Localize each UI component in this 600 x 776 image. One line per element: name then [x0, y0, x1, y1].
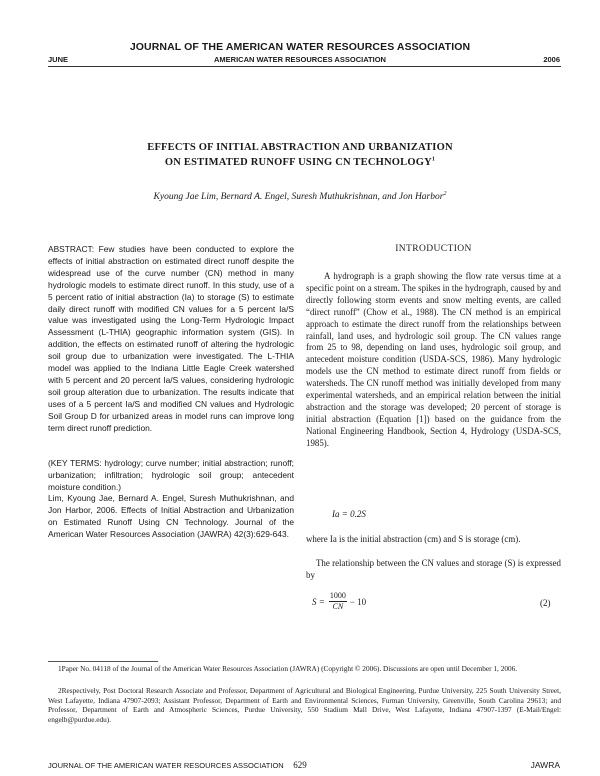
footnote-1: 1Paper No. 04118 of the Journal of the American Water Resources Association (JAWRA) (Copyright © 2006). Discussions are open until December 1, 2006.	[58, 664, 518, 673]
header-rule	[48, 66, 561, 67]
intro-paragraph: A hydrograph is a graph showing the flow rate versus time at a specific point on a stream. The spikes in the hydrograph, caused by and directly following storm events and snow melting events, are called “direct runoff” (Chow et al., 1988). The CN method is an empirical approach to estimate the direct runoff from the relationships between rainfall, land uses, and hydrologic soil group. The CN values range from 25 to 98, depending on land uses, hydrologic soil group, and antecedent moisture condition (USDA-SCS, 1986). Many hydrologic models use the CN method to estimate direct runoff from fields or watersheds. The CN runoff method was initially developed from many experimental watersheds, and an empirical relation between the initial abstraction and the storage was developed; 20 percent of storage is initial abstraction (Equation [1]) based on the guidance from the National Engineering Handbook, Section 4, Hydrology (USDA-SCS, 1985).	[306, 271, 561, 448]
citation: Lim, Kyoung Jae, Bernard A. Engel, Suresh Muthukrishnan, and Jon Harbor, 2006. Effects of Initial Abstraction and Urbanization on Estimated Runoff Using CN Technology. Journal of the American Water Resources Association (JAWRA) 42(3):629-643.	[48, 493, 294, 539]
equation-2-rhs: − 10	[349, 596, 367, 607]
equation-2	[312, 591, 366, 612]
footnote-rule	[48, 661, 158, 662]
relationship-text: The relationship between the CN values and storage (S) is expressed by	[306, 558, 561, 580]
equation-1: Ia = 0.2S	[332, 509, 366, 519]
footnote-2: 2Respectively, Post Doctoral Research Associate and Professor, Department of Agricultural and Biological Engineering, Purdue University, 225 South University Street, West Lafayette, Indiana 47907-2093; Assistant Professor, Department of Earth and Environmental Sciences, Furman University, Greenville, South Carolina 29613; and Professor, Department of Earth and Atmospheric Sciences, Purdue University, 550 Stadium Mall Drive, West Lafayette, Indiana 47907-1397 (E-Mail/Engel: engelb@purdue.edu).	[48, 686, 561, 724]
page-number: 629	[293, 760, 307, 770]
author-footnote-mark: 2	[443, 190, 447, 197]
association-name: AMERICAN WATER RESOURCES ASSOCIATION	[214, 55, 386, 64]
equation-2-lhs: S =	[312, 596, 325, 607]
footer-journal: JOURNAL OF THE AMERICAN WATER RESOURCES ASSOCIATION	[48, 761, 284, 770]
equation-2-fraction	[329, 591, 347, 612]
equation-2-number: (2)	[540, 598, 551, 608]
issue-year: 2006	[543, 55, 560, 64]
equation-2-numerator: 1000	[329, 591, 346, 600]
title-line-2: ON ESTIMATED RUNOFF USING CN TECHNOLOGY$^1$	[164, 156, 436, 168]
equation-2-denominator: CN	[332, 602, 344, 611]
article-title	[0, 140, 600, 170]
issue-month: JUNE	[48, 55, 69, 64]
title-footnote-mark: 1	[431, 156, 436, 163]
title-line-1: EFFECTS OF INITIAL ABSTRACTION AND URBANIZATION	[147, 142, 453, 153]
where-text: where Ia is the initial abstraction (cm) and S is storage (cm).	[306, 534, 521, 544]
abstract: ABSTRACT: Few studies have been conducted to explore the effects of initial abstraction on estimated direct runoff despite the widespread use of the curve number (CN) method in many hydrologic models to estimate direct runoff. In this study, use of a 5 percent ratio of initial abstraction (Ia) to storage (S) to estimate daily direct runoff with modified CN values for a 5 percent Ia/S value was investigated using the Long-Term Hydrologic Impact Assessment (L-THIA) geographic information system (GIS). In addition, the effects on estimated runoff of altering the hydrologic soil group due to urbanization were investigated. The L-THIA model was applied to the Indiana Little Eagle Creek watershed with 5 percent and 20 percent Ia/S values, considering hydrologic soil group alteration due to urbanization. The results indicate that uses of a 5 percent Ia/S and modified CN values and Hydrologic Soil Group D for urbanized areas in model runs can improve long term direct runoff prediction.	[48, 244, 294, 433]
key-terms: (KEY TERMS: hydrology; curve number; initial abstraction; runoff; urbanization; infiltration; hydrologic soil group; antecedent moisture condition.)	[48, 458, 294, 492]
intro-heading: INTRODUCTION	[395, 244, 472, 254]
footer-jawra: JAWRA	[530, 760, 560, 770]
author-list: Kyoung Jae Lim, Bernard A. Engel, Suresh Muthukrishnan, and Jon Harbor$^2$	[153, 190, 447, 202]
journal-title: JOURNAL OF THE AMERICAN WATER RESOURCES ASSOCIATION	[129, 41, 471, 53]
